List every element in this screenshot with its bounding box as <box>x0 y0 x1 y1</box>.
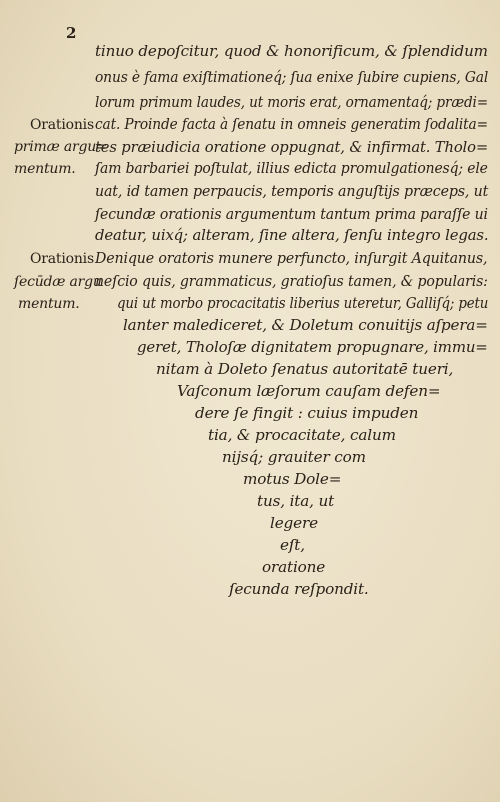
text-line: onus è fama exiſtimationeq́; ſua enixe ſubire cupiens, Gal <box>95 68 489 86</box>
text-line: qui ut morbo procacitatis liberius uteretur, Galliſq́; petu <box>117 294 489 312</box>
text-line: dere ſe fingit : cuius impuden <box>195 404 419 422</box>
text-line: legere <box>270 514 318 532</box>
text-line: neſcio quis, grammaticus, gratioſus tamen, & popularis: <box>95 272 488 290</box>
text-line: ſam barbariei poſtulat, illius edicta promulgationesq́; ele <box>95 159 488 177</box>
text-line: nijsq́; grauiter com <box>222 448 366 466</box>
text-line: Vaſconum læſorum cauſam defen= <box>177 382 441 400</box>
margin-note-line: Orationis <box>30 251 94 267</box>
text-line: motus Dole= <box>243 470 342 488</box>
text-line: tes præiudicia oratione oppugnat, & infirmat. Tholo= <box>95 138 489 156</box>
text-line: uat, id tamen perpaucis, temporis anguſtijs præceps, ut <box>95 182 489 200</box>
text-line: ſecunda reſpondit. <box>229 580 369 598</box>
margin-note-line: mentum. <box>18 296 80 312</box>
margin-note-line: Orationis <box>30 117 94 133</box>
text-line: deatur, uixq́; alteram, ſine altera, ſenſu integro legas. <box>95 226 489 244</box>
text-line: Denique oratoris munere perfuncto, inſurgit Aquitanus, <box>95 249 488 267</box>
margin-note-line: ſecūdæ argu <box>14 274 102 290</box>
text-line: nitam à Doleto ſenatus autoritatē tueri, <box>156 360 454 378</box>
text-line: tinuo depoſcitur, quod & honorificum, & ſplendidum <box>95 42 488 60</box>
text-line: tia, & procacitate, calum <box>208 426 396 444</box>
text-line: lorum primum laudes, ut moris erat, ornamentaq́; prædi= <box>95 93 489 111</box>
text-line: cat. Proinde facta à ſenatu in omneis generatim ſodalita= <box>95 115 488 133</box>
page-number: 2 <box>66 24 77 42</box>
text-line: lanter malediceret, & Doletum conuitijs aſpera= <box>123 316 488 334</box>
text-line: oratione <box>262 558 326 576</box>
text-line: tus, ita, ut <box>257 492 335 510</box>
margin-note-line: mentum. <box>14 161 76 177</box>
text-line: ſecundæ orationis argumentum tantum prima paraſſe ui <box>95 205 488 223</box>
text-line: eſt, <box>280 536 305 554</box>
margin-note-line: primæ argu= <box>14 139 108 155</box>
text-line: geret, Tholoſæ dignitatem propugnare, immu= <box>137 338 488 356</box>
